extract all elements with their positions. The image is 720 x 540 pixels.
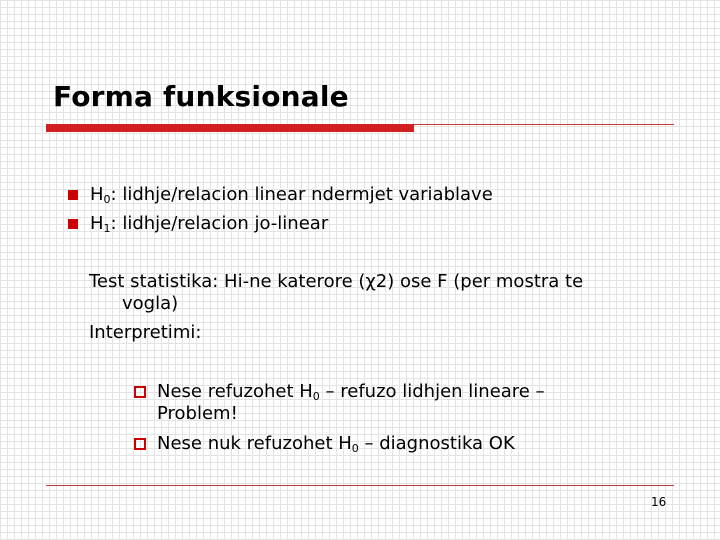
bullet-text: : lidhje/relacion linear ndermjet variablave bbox=[110, 184, 493, 205]
footer-line bbox=[46, 485, 674, 486]
slide-title: Forma funksionale bbox=[53, 80, 349, 113]
sub-bullet-continuation: Problem! bbox=[157, 403, 238, 424]
bullet-item-h1 bbox=[90, 213, 328, 235]
interpretation-heading: Interpretimi: bbox=[89, 322, 202, 343]
hypothesis-subscript: 0 bbox=[103, 193, 111, 206]
test-statistic-continuation: vogla) bbox=[122, 293, 179, 314]
hypothesis-symbol: H bbox=[90, 184, 104, 205]
bullet-item-h0 bbox=[90, 184, 493, 206]
sub-bullet-item-accept bbox=[157, 433, 515, 455]
hollow-square-bullet-icon bbox=[134, 386, 146, 398]
title-underline-bar bbox=[46, 124, 414, 132]
test-statistic-paragraph bbox=[89, 271, 583, 315]
test-statistic-line: Test statistika: Hi-ne katerore (χ2) ose F (per mostra te bbox=[89, 271, 584, 292]
bullet-text: : lidhje/relacion jo-linear bbox=[110, 213, 329, 234]
sub-bullet-text-end: – refuzo lidhjen lineare – bbox=[319, 381, 545, 402]
hypothesis-subscript: 0 bbox=[351, 442, 359, 455]
sub-bullet-text: Nese refuzohet H bbox=[157, 381, 313, 402]
filled-square-bullet-icon bbox=[68, 190, 78, 200]
sub-bullet-text-end: – diagnostika OK bbox=[358, 433, 515, 454]
hypothesis-subscript: 0 bbox=[312, 390, 320, 403]
page-number: 16 bbox=[651, 495, 667, 509]
hypothesis-subscript: 1 bbox=[103, 222, 111, 235]
sub-bullet-item-reject bbox=[157, 381, 545, 425]
hollow-square-bullet-icon bbox=[134, 438, 146, 450]
sub-bullet-text: Nese nuk refuzohet H bbox=[157, 433, 352, 454]
hypothesis-symbol: H bbox=[90, 213, 104, 234]
filled-square-bullet-icon bbox=[68, 219, 78, 229]
